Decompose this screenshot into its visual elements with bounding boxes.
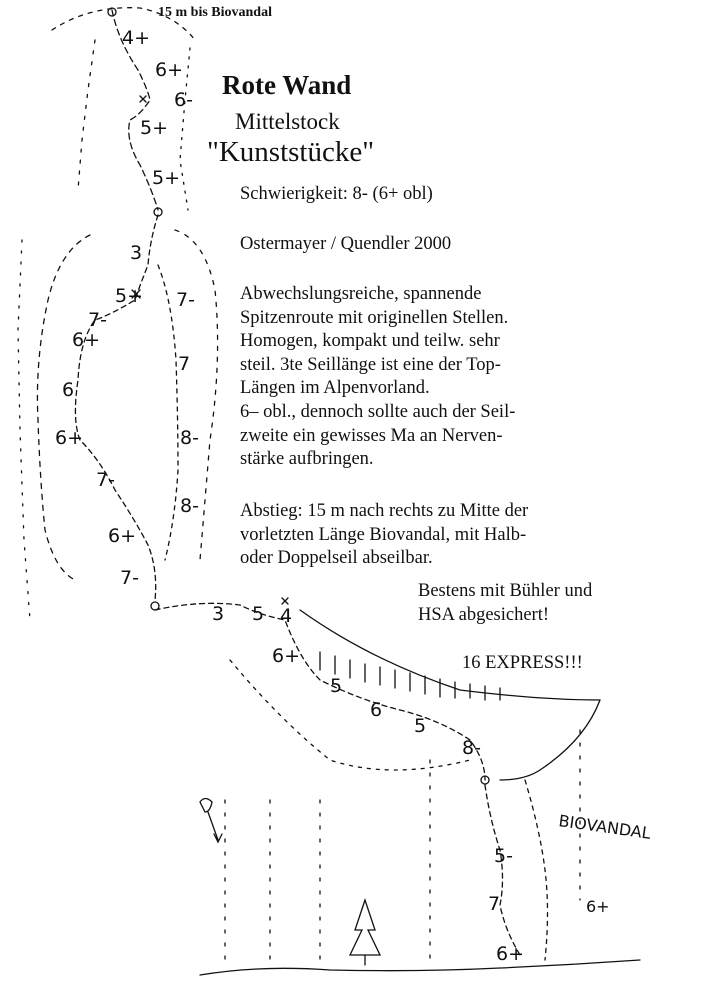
description-line: stärke aufbringen.: [240, 449, 374, 470]
description-line: Homogen, kompakt und teilw. sehr: [240, 331, 500, 352]
grade-label: 7: [488, 893, 501, 915]
grade-label: 3: [212, 603, 225, 625]
grade-label: 6+: [272, 645, 301, 667]
biovandal-label: BIOVANDAL: [557, 811, 652, 843]
grade-label: 6-: [174, 89, 193, 111]
description-block: [240, 283, 620, 472]
protection-block: [418, 580, 592, 627]
subtitle: Mittelstock: [235, 109, 340, 134]
grade-label: 3: [130, 242, 143, 264]
protection-line: HSA abgesichert!: [418, 604, 550, 625]
grade-label: 4+: [122, 27, 151, 49]
description-line: Längen im Alpenvorland.: [240, 378, 430, 399]
ground-line: [200, 960, 640, 975]
descent-block: [240, 500, 620, 571]
grade-label: 6: [370, 699, 383, 721]
page-title: Rote Wand: [222, 70, 352, 100]
grade-label: 5+: [115, 285, 144, 307]
tree-icon: [350, 900, 380, 965]
express-count: 16 EXPRESS!!!: [462, 653, 583, 673]
route-name: "Kunststücke": [207, 136, 375, 168]
grade-label: 5: [330, 675, 343, 697]
lower-guides: [225, 730, 580, 960]
rock-outline-pillar: [37, 235, 90, 580]
description-line: Abwechslungsreiche, spannende: [240, 284, 482, 304]
description-line: zweite ein gewisses Ma an Nerven-: [240, 425, 503, 446]
grade-label: 5-: [494, 845, 513, 867]
grade-label: 7-: [88, 309, 107, 331]
grade-label: 8-: [180, 427, 199, 449]
grade-label: 5+: [152, 167, 181, 189]
grade-label: 7-: [176, 289, 195, 311]
grade-label: 6+: [55, 427, 84, 449]
lower-route-line-b: [525, 780, 548, 960]
belay-station-2: [151, 602, 159, 610]
route-line-traverse: [155, 603, 485, 780]
rock-outline-left-edge: [18, 240, 30, 620]
grade-label: 6+: [72, 329, 101, 351]
grade-label: 6: [62, 379, 75, 401]
grade-label: 7-: [120, 567, 139, 589]
description-line: Spitzenroute mit originellen Stellen.: [240, 307, 509, 328]
grade-label: 8-: [462, 737, 481, 759]
grade-label: 6+: [108, 525, 137, 547]
grade-label: 6+: [586, 897, 610, 916]
description-line: 6– obl., dennoch sollte auch der Seil-: [240, 401, 516, 422]
grade-label: 5: [414, 715, 427, 737]
rock-outline-upper-left: [78, 40, 95, 190]
descent-line: vorletzten Länge Biovandal, mit Halb-: [240, 524, 527, 545]
grade-label: 6+: [155, 59, 184, 81]
grade-label: 5: [252, 603, 265, 625]
descent-line: Abstieg: 15 m nach rechts zu Mitte der: [240, 501, 529, 521]
difficulty-line: Schwierigkeit: 8- (6+ obl): [240, 184, 433, 204]
rappel-icon: [200, 799, 222, 843]
route-line-right-variant: [158, 265, 178, 560]
grade-label: 5+: [140, 117, 169, 139]
biovandal-arrow: [500, 700, 600, 780]
description-line: steil. 3te Seillänge ist eine der Top-: [240, 354, 501, 375]
grade-label: 7-: [96, 469, 115, 491]
grade-label: 8-: [180, 495, 199, 517]
descent-line: oder Doppelseil abseilbar.: [240, 548, 433, 569]
grade-label: 6+: [496, 943, 525, 965]
grade-label: 4: [280, 605, 293, 627]
grade-label: 7: [178, 353, 191, 375]
authors-line: Ostermayer / Quendler 2000: [240, 234, 452, 254]
top-note: 15 m bis Biovandal: [158, 5, 272, 20]
lower-route-line: [485, 785, 520, 955]
protection-line: Bestens mit Bühler und: [418, 581, 593, 601]
